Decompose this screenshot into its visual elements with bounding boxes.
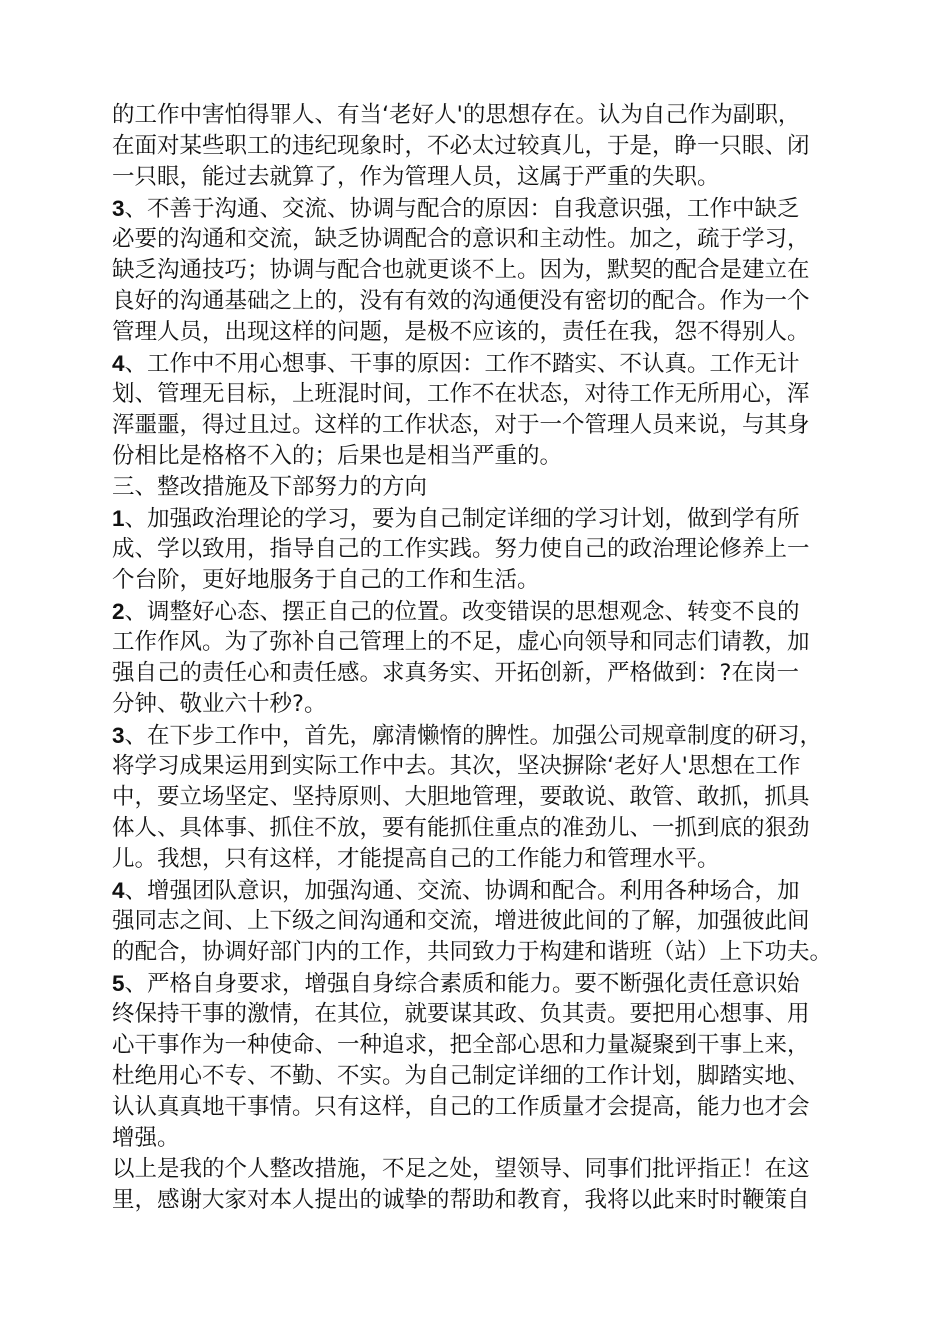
item-number: 4 [112, 351, 125, 376]
text-line [112, 1092, 852, 1123]
line-text: 个台阶，更好地服务于自己的工作和生活。 [112, 567, 540, 593]
line-text: 、调整好心态、摆正自己的位置。改变错误的思想观念、转变不良的 [124, 599, 800, 625]
text-line [112, 875, 852, 906]
item-number: 4 [112, 878, 125, 903]
text-line [112, 596, 852, 627]
line-text: 将学习成果运用到实际工作中去。其次，坚决摒除‘老好人'思想在工作 [112, 753, 801, 779]
line-text: 分钟、敬业六十秒?。 [112, 691, 327, 717]
line-text: 强自己的责任心和责任感。求真务实、开拓创新，严格做到：?在岗一 [112, 660, 799, 686]
line-text: 里，感谢大家对本人提出的诚挚的帮助和教育，我将以此来时时鞭策自 [112, 1187, 810, 1213]
text-line [112, 1061, 852, 1092]
text-line [112, 565, 852, 596]
text-line [112, 286, 852, 317]
line-text: 、增强团队意识，加强沟通、交流、协调和配合。利用各种场合，加 [124, 878, 800, 904]
text-line [112, 968, 852, 999]
line-text: 儿。我想，只有这样，才能提高自己的工作能力和管理水平。 [112, 846, 720, 872]
line-text: 必要的沟通和交流，缺乏协调配合的意识和主动性。加之，疏于学习， [112, 226, 810, 252]
line-text: 、加强政治理论的学习，要为自己制定详细的学习计划，做到学有所 [124, 506, 800, 532]
line-text: 浑噩噩，得过且过。这样的工作状态，对于一个管理人员来说，与其身 [112, 412, 810, 438]
text-line [112, 627, 852, 658]
document-body [112, 100, 852, 1216]
text-line [112, 410, 852, 441]
text-line [112, 193, 852, 224]
text-line [112, 131, 852, 162]
text-line [112, 441, 852, 472]
item-number: 3 [112, 723, 125, 748]
line-text: 一只眼，能过去就算了，作为管理人员，这属于严重的失职。 [112, 164, 720, 190]
item-number: 3 [112, 196, 125, 221]
line-text: 、严格自身要求，增强自身综合素质和能力。要不断强化责任意识始 [124, 971, 800, 997]
line-text: 三、整改措施及下部努力的方向 [112, 474, 428, 500]
text-line [112, 689, 852, 720]
text-line [112, 317, 852, 348]
text-line [112, 162, 852, 193]
line-text: 认认真真地干事情。只有这样，自己的工作质量才会提高，能力也才会 [112, 1094, 810, 1120]
text-line [112, 472, 852, 503]
text-line [112, 1185, 852, 1216]
text-line [112, 999, 852, 1030]
line-text: 的配合，协调好部门内的工作，共同致力于构建和谐班（站）上下功夫。 [112, 939, 833, 965]
line-text: 成、学以致用，指导自己的工作实践。努力使自己的政治理论修养上一 [112, 536, 810, 562]
item-number: 2 [112, 599, 125, 624]
line-text: 以上是我的个人整改措施，不足之处，望领导、同事们批评指正！在这 [112, 1156, 810, 1182]
text-line [112, 844, 852, 875]
line-text: 强同志之间、上下级之间沟通和交流，增进彼此间的了解，加强彼此间 [112, 908, 810, 934]
text-line [112, 1030, 852, 1061]
text-line [112, 224, 852, 255]
line-text: 增强。 [112, 1125, 180, 1151]
line-text: 、在下步工作中，首先，廓清懒惰的脾性。加强公司规章制度的研习， [124, 723, 823, 749]
line-text: 、不善于沟通、交流、协调与配合的原因：自我意识强，工作中缺乏 [124, 196, 800, 222]
line-text: 体人、具体事、抓住不放，要有能抓住重点的准劲儿、一抓到底的狠劲 [112, 815, 810, 841]
line-text: 终保持干事的激情，在其位，就要谋其政、负其责。要把用心想事、用 [112, 1001, 810, 1027]
text-line [112, 782, 852, 813]
line-text: 份相比是格格不入的；后果也是相当严重的。 [112, 443, 563, 469]
line-text: 管理人员，出现这样的问题，是极不应该的，责任在我，怨不得别人。 [112, 319, 810, 345]
item-number: 5 [112, 971, 125, 996]
text-line [112, 348, 852, 379]
text-line [112, 1154, 852, 1185]
text-line [112, 813, 852, 844]
text-line [112, 503, 852, 534]
text-line [112, 751, 852, 782]
text-line [112, 937, 852, 968]
item-number: 1 [112, 506, 125, 531]
text-line [112, 1123, 852, 1154]
line-text: 缺乏沟通技巧；协调与配合也就更谈不上。因为，默契的配合是建立在 [112, 257, 810, 283]
line-text: 的工作中害怕得罪人、有当‘老好人'的思想存在。认为自己作为副职， [112, 102, 801, 128]
text-line [112, 906, 852, 937]
text-line [112, 255, 852, 286]
line-text: 心干事作为一种使命、一种追求，把全部心思和力量凝聚到干事上来， [112, 1032, 810, 1058]
line-text: 中，要立场坚定、坚持原则、大胆地管理，要敢说、敢管、敢抓，抓具 [112, 784, 810, 810]
line-text: 杜绝用心不专、不勤、不实。为自己制定详细的工作计划，脚踏实地、 [112, 1063, 810, 1089]
text-line [112, 100, 852, 131]
line-text: 工作作风。为了弥补自己管理上的不足，虚心向领导和同志们请教，加 [112, 629, 810, 655]
line-text: 划、管理无目标，上班混时间，工作不在状态，对待工作无所用心，浑 [112, 381, 810, 407]
text-line [112, 658, 852, 689]
text-line [112, 534, 852, 565]
text-line [112, 379, 852, 410]
line-text: 、工作中不用心想事、干事的原因：工作不踏实、不认真。工作无计 [124, 351, 800, 377]
text-line [112, 720, 852, 751]
line-text: 良好的沟通基础之上的，没有有效的沟通便没有密切的配合。作为一个 [112, 288, 810, 314]
line-text: 在面对某些职工的违纪现象时，不必太过较真儿，于是，睁一只眼、闭 [112, 133, 810, 159]
